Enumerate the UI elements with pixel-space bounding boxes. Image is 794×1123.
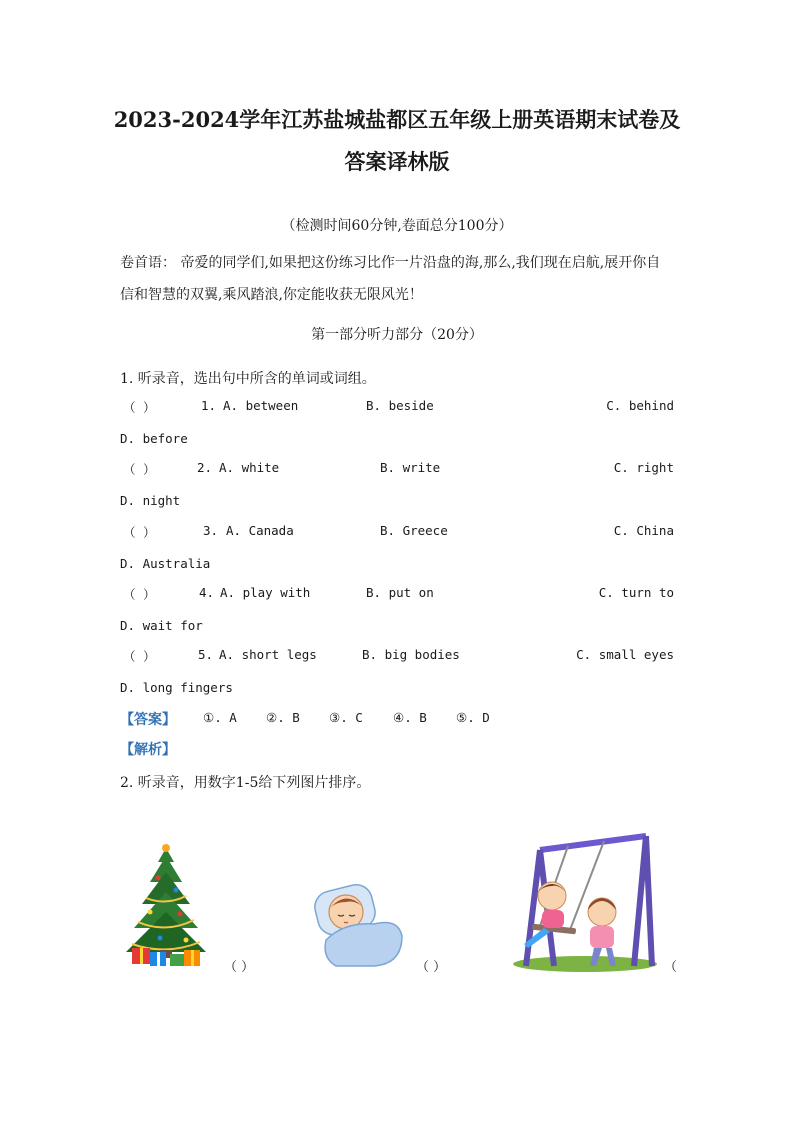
picture-3-blank[interactable]: （ (664, 960, 678, 975)
question-1-item-3 (123, 523, 674, 541)
option-d: D. night (120, 493, 181, 508)
answer-3: ③. C (329, 710, 363, 725)
option-c: C. right (613, 460, 674, 475)
answer-blank[interactable]: （ ） (123, 400, 156, 415)
option-c: C. China (613, 523, 674, 538)
picture-1-blank[interactable]: （ ） (224, 960, 255, 975)
option-b: B. put on (366, 585, 434, 600)
picture-2-blank[interactable]: （ ） (416, 960, 447, 975)
option-c: C. behind (606, 398, 674, 413)
answer-blank[interactable]: （ ） (123, 649, 156, 664)
option-a: A. Canada (226, 523, 294, 538)
children-swing-picture (510, 826, 660, 972)
option-a: A. white (219, 460, 280, 475)
section-title: 第一部分听力部分（20分） (311, 327, 483, 343)
answer-4: ④. B (393, 710, 427, 725)
answer-blank[interactable]: （ ） (123, 462, 156, 477)
item-number: 2. (197, 460, 213, 475)
option-a: A. between (223, 398, 299, 413)
option-b: B. write (380, 460, 441, 475)
question-1-item-5 (123, 647, 674, 665)
option-d: D. long fingers (120, 680, 233, 695)
question-2-stem: 2. 听录音，用数字1-5给下列图片排序。 (120, 775, 371, 791)
question-1-item-4 (123, 585, 674, 603)
preface-line-1: 卷首语： 帝爱的同学们,如果把这份练习比作一片沿盘的海,那么,我们现在启航,展开你自 (120, 255, 661, 271)
exam-subtitle: （检测时间60分钟,卷面总分100分） (281, 218, 513, 234)
page-title-line-1: 2023-2024学年江苏盐城盐都区五年级上册英语期末试卷及 (113, 107, 681, 132)
answer-5: ⑤. D (456, 710, 490, 725)
answer-label: 【答案】 (120, 712, 176, 728)
option-d: D. Australia (120, 556, 211, 571)
answer-blank[interactable]: （ ） (123, 587, 156, 602)
analysis-label: 【解析】 (120, 742, 176, 758)
answer-blank[interactable]: （ ） (123, 525, 156, 540)
item-number: 5. (198, 647, 214, 662)
option-c: C. turn to (598, 585, 674, 600)
answer-2: ②. B (266, 710, 300, 725)
question-1-item-2 (123, 460, 674, 478)
sleeping-child-picture (314, 878, 404, 968)
option-c: C. small eyes (576, 647, 674, 662)
option-a: A. short legs (219, 647, 317, 662)
preface-line-2: 信和智慧的双翼,乘风踏浪,你定能收获无限风光！ (120, 287, 423, 303)
christmas-tree-picture (120, 842, 212, 970)
option-b: B. beside (366, 398, 434, 413)
option-a: A. play with (220, 585, 311, 600)
page-title-line-2: 答案译林版 (344, 149, 450, 174)
item-number: 3. (203, 523, 219, 538)
item-number: 1. (201, 398, 217, 413)
option-b: B. big bodies (362, 647, 460, 662)
question-1-stem: 1. 听录音，选出句中所含的单词或词组。 (120, 371, 376, 387)
item-number: 4. (199, 585, 215, 600)
answer-list (0, 710, 794, 728)
option-d: D. wait for (120, 618, 203, 633)
question-1-item-1 (123, 398, 674, 416)
option-b: B. Greece (380, 523, 448, 538)
option-d: D. before (120, 431, 188, 446)
answer-1: ①. A (203, 710, 237, 725)
